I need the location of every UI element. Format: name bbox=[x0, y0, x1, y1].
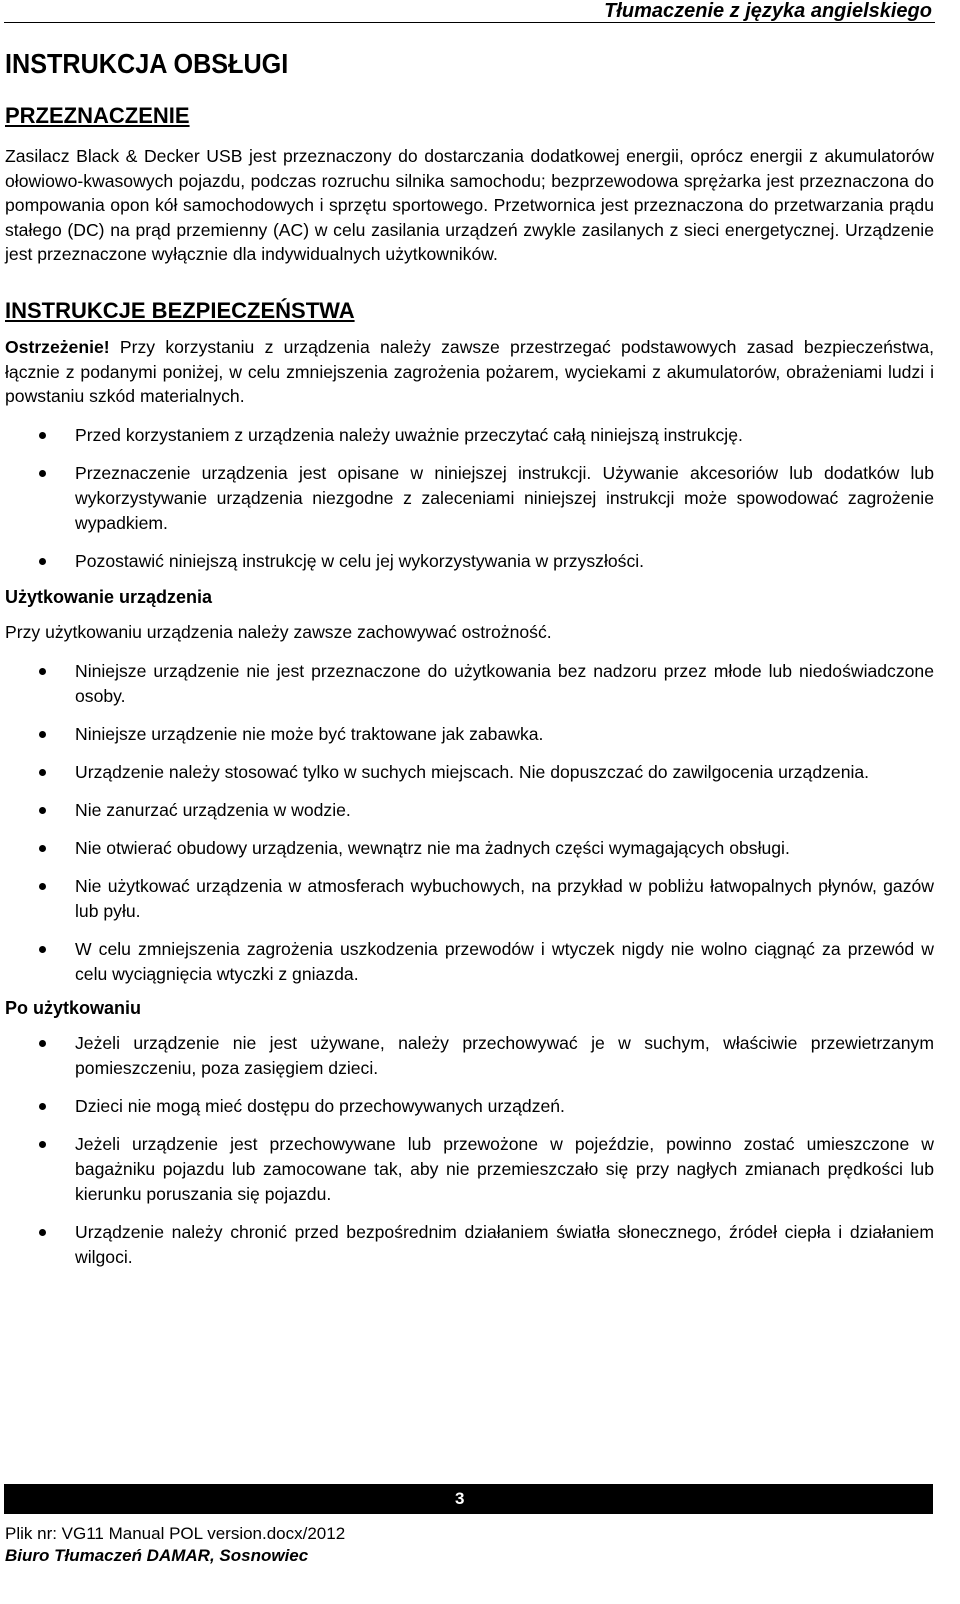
list-item bbox=[5, 760, 934, 785]
list-item-text: Niniejsze urządzenie nie może być traktowane jak zabawka. bbox=[75, 723, 544, 744]
bullet-icon bbox=[39, 731, 46, 738]
document-body bbox=[5, 44, 934, 1270]
list-item bbox=[5, 1132, 934, 1207]
list-item bbox=[5, 423, 934, 448]
list-item-text: Przed korzystaniem z urządzenia należy uważnie przeczytać całą niniejszą instrukcję. bbox=[75, 424, 743, 445]
footer-office: Biuro Tłumaczeń DAMAR, Sosnowiec bbox=[5, 1546, 309, 1565]
list-item bbox=[5, 722, 934, 747]
section-usage-intro: Przy użytkowaniu urządzenia należy zawsze zachowywać ostrożność. bbox=[5, 621, 552, 642]
list-item bbox=[5, 549, 934, 574]
bullet-icon bbox=[39, 1103, 46, 1110]
footer-file-info: Plik nr: VG11 Manual POL version.docx/2012 bbox=[5, 1524, 346, 1543]
list-item-text: Nie użytkować urządzenia w atmosferach wybuchowych, na przykład w pobliżu łatwopalnych płynów, gazów lub pyłu. bbox=[75, 875, 934, 921]
list-item-text: Nie zanurzać urządzenia w wodzie. bbox=[75, 799, 351, 820]
bullet-icon bbox=[39, 807, 46, 814]
after-bullet-list bbox=[5, 1031, 934, 1270]
list-item-text: Niniejsze urządzenie nie jest przeznaczone do użytkowania bez nadzoru przez młode lub niedoświadczone osoby. bbox=[75, 660, 934, 706]
page-number: 3 bbox=[455, 1489, 465, 1508]
bullet-icon bbox=[39, 1229, 46, 1236]
document-title: INSTRUKCJA OBSŁUGI bbox=[5, 48, 289, 79]
list-item-text: Przeznaczenie urządzenia jest opisane w niniejszej instrukcji. Używanie akcesoriów lub dodatków lub wykorzystywanie urządzenia niezgodne z zaleceniami niniejszej instrukcji może spowodować zagrożenie wypadkiem. bbox=[75, 462, 934, 533]
list-item-text: Urządzenie należy stosować tylko w suchych miejscach. Nie dopuszczać do zawilgocenia urządzenia. bbox=[75, 761, 870, 782]
bullet-icon bbox=[39, 1141, 46, 1148]
section-purpose-paragraph: Zasilacz Black & Decker USB jest przeznaczony do dostarczania dodatkowej energii, oprócz energii z akumulatorów ołowiowo-kwasowych pojazdu, podczas rozruchu silnika samochodu; bezprzewodowa sprężarka jest przeznaczona do pompowania opon kół samochodowych i sprzętu sportowego. Przetwornica jest przeznaczona do przetwarzania prądu stałego (DC) na prąd przemienny (AC) w celu zasilania urządzeń zwykle zasilanych z sieci energetycznej. Urządzenie jest przeznaczone wyłącznie dla indywidualnych użytkowników. bbox=[5, 146, 934, 265]
list-item bbox=[5, 659, 934, 709]
safety-warning-paragraph bbox=[5, 335, 934, 409]
list-item bbox=[5, 1031, 934, 1081]
list-item bbox=[5, 798, 934, 823]
list-item-text: Jeżeli urządzenie jest przechowywane lub przewożone w pojeździe, powinno zostać umieszczone w bagażniku pojazdu lub zamocowane tak, aby nie przemieszczało się przy nagłych zmianach prędkości lub kierunku poruszania się pojazdu. bbox=[75, 1133, 934, 1204]
section-after-title: Po użytkowaniu bbox=[5, 997, 142, 1018]
header-rule bbox=[4, 22, 935, 23]
list-item-text: W celu zmniejszenia zagrożenia uszkodzenia przewodów i wtyczek nigdy nie wolno ciągnąć za przewód w celu wyciągnięcia wtyczki z gniazda. bbox=[75, 938, 934, 984]
list-item bbox=[5, 937, 934, 987]
safety-bullet-list bbox=[5, 423, 934, 574]
list-item bbox=[5, 1220, 934, 1270]
list-item bbox=[5, 836, 934, 861]
section-purpose-title: PRZEZNACZENIE bbox=[5, 103, 190, 128]
bullet-icon bbox=[39, 470, 46, 477]
bullet-icon bbox=[39, 432, 46, 439]
bullet-icon bbox=[39, 558, 46, 565]
list-item-text: Jeżeli urządzenie nie jest używane, należy przechowywać je w suchym, właściwie przewietrzanym pomieszczeniu, poza zasięgiem dzieci. bbox=[75, 1032, 934, 1078]
bullet-icon bbox=[39, 1040, 46, 1047]
list-item-text: Pozostawić niniejszą instrukcję w celu jej wykorzystywania w przyszłości. bbox=[75, 550, 645, 571]
list-item-text: Dzieci nie mogą mieć dostępu do przechowywanych urządzeń. bbox=[75, 1095, 565, 1116]
bullet-icon bbox=[39, 946, 46, 953]
warning-text: Przy korzystaniu z urządzenia należy zawsze przestrzegać podstawowych zasad bezpieczeństwa, łącznie z podanymi poniżej, w celu zmniejszenia zagrożenia pożarem, wyciekami z akumulatorów, obrażeniami ludzi i powstaniu szkód materialnych. bbox=[5, 336, 934, 407]
list-item bbox=[5, 1094, 934, 1119]
bullet-icon bbox=[39, 883, 46, 890]
footer-bar bbox=[4, 1484, 933, 1514]
section-safety-title: INSTRUKCJE BEZPIECZEŃSTWA bbox=[5, 297, 355, 323]
list-item-text: Nie otwierać obudowy urządzenia, wewnątrz nie ma żadnych części wymagających obsługi. bbox=[75, 837, 790, 858]
section-usage-title: Użytkowanie urządzenia bbox=[5, 586, 213, 607]
warning-lead: Ostrzeżenie! bbox=[5, 336, 110, 357]
bullet-icon bbox=[39, 845, 46, 852]
list-item-text: Urządzenie należy chronić przed bezpośrednim działaniem światła słonecznego, źródeł ciepła i działaniem wilgoci. bbox=[75, 1221, 934, 1267]
usage-bullet-list bbox=[5, 659, 934, 987]
bullet-icon bbox=[39, 668, 46, 675]
header-translation-note: Tłumaczenie z języka angielskiego bbox=[604, 0, 932, 22]
bullet-icon bbox=[39, 769, 46, 776]
list-item bbox=[5, 874, 934, 924]
list-item bbox=[5, 461, 934, 536]
